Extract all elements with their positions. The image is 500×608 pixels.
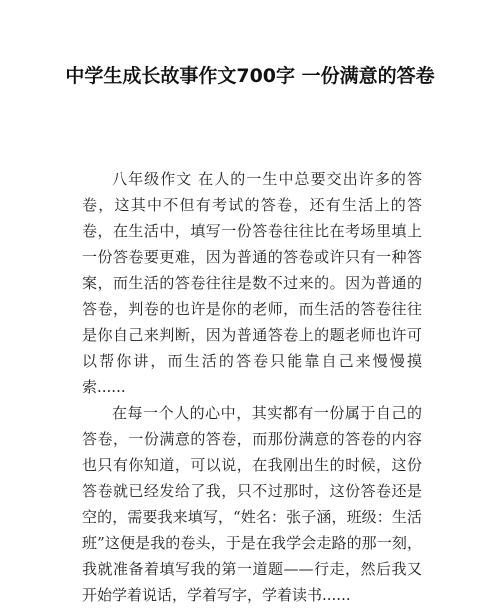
paragraph-2: 在每一个人的心中，其实都有一份属于自己的答卷，一份满意的答卷，而那份满意的答卷的内容也只有你知道，可以说，在我刚出生的时候，这份答卷就已经发给了我，只不过那时，这份答卷还是空的，需要我来填写，“姓名：张子涵，班级：生活班”这便是我的卷头，于是在我学会走路的那一刻，我就准备着填写我的第一道题——行走，然后我又开始学着说话，学着写字，学着读书...... [82,404,422,604]
paragraph-1: 八年级作文 在人的一生中总要交出许多的答卷，这其中不但有考试的答卷，还有生活上的答卷，在生活中，填写一份答卷往往比在考场里填上一份答卷要更难，因为普通的答卷或许只有一种答案，而生活的答卷往往是数不过来的。因为普通的答卷，判卷的也许是你的老师，而生活的答卷往往是你自己来判断，因为普通答卷上的题老师也许可以帮你讲，而生活的答卷只能靠自己来慢慢摸索...... [82,170,422,396]
document-title: 中学生成长故事作文700字 一份满意的答卷 [65,65,435,87]
